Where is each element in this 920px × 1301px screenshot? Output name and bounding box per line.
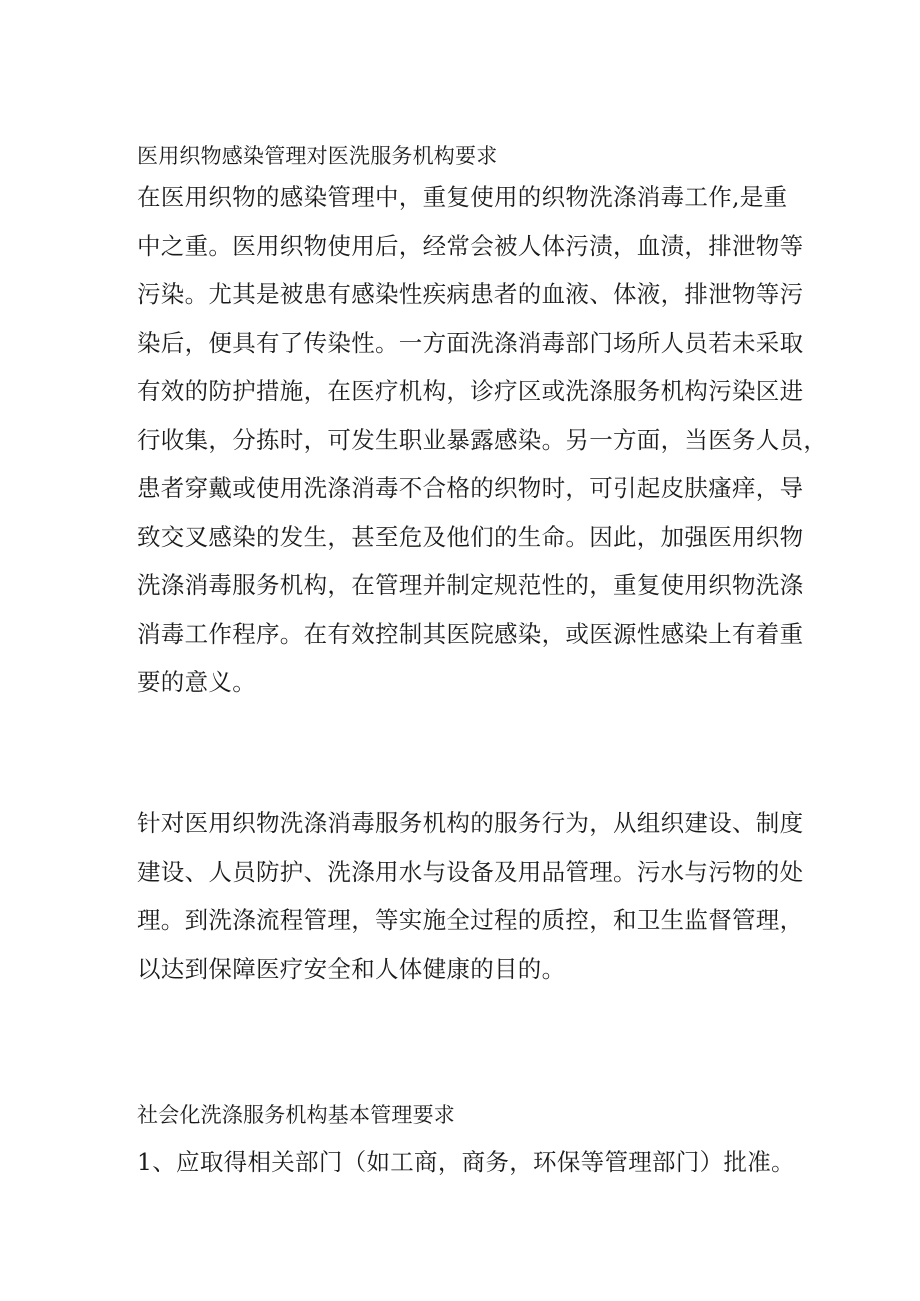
paragraph-line: 染后，便具有了传染性。一方面洗涤消毒部门场所人员若未采取: [137, 328, 804, 357]
paragraph-line: 洗涤消毒服务机构，在管理并制定规范性的，重复使用织物洗涤: [137, 571, 804, 599]
paragraph-line: 针对医用织物洗涤消毒服务机构的服务行为，从组织建设、制度: [137, 809, 804, 837]
paragraph-line: 要的意义。: [137, 668, 256, 696]
section-heading-basic-requirements: 社会化洗涤服务机构基本管理要求: [137, 1103, 455, 1127]
paragraph-line: 以达到保障医疗安全和人体健康的目的。: [137, 954, 566, 983]
paragraph-line: 在医用织物的感染管理中，重复使用的织物洗涤消毒工作,是重: [137, 183, 788, 211]
paragraph-line: 行收集，分拣时，可发生职业暴露感染。另一方面，当医务人员，: [137, 425, 828, 454]
paragraph-line: 消毒工作程序。在有效控制其医院感染，或医源性感染上有着重: [137, 619, 804, 648]
paragraph-line: 患者穿戴或使用洗涤消毒不合格的织物时，可引起皮肤瘙痒，导: [137, 474, 804, 502]
paragraph-line: 中之重。医用织物使用后，经常会被人体污渍，血渍，排泄物等: [137, 231, 804, 260]
paragraph-line: 致交叉感染的发生，甚至危及他们的生命。因此，加强医用织物: [137, 522, 804, 551]
paragraph-line: 建设、人员防护、洗涤用水与设备及用品管理。污水与污物的处: [137, 857, 804, 886]
paragraph-line: 污染。尤其是被患有感染性疾病患者的血液、体液，排泄物等污: [137, 280, 804, 308]
paragraph-service-behavior: [137, 803, 804, 997]
paragraph-line: 理。到洗涤流程管理，等实施全过程的质控，和卫生监督管理，: [137, 906, 804, 934]
requirement-item-1: 1、应取得相关部门（如工商，商务，环保等管理部门）批准。: [137, 1148, 795, 1176]
paragraph-infection-management: [137, 177, 828, 711]
paragraph-line: 有效的防护措施，在医疗机构，诊疗区或洗涤服务机构污染区进: [137, 377, 804, 405]
section-heading-infection-management: 医用织物感染管理对医洗服务机构要求: [137, 144, 498, 168]
